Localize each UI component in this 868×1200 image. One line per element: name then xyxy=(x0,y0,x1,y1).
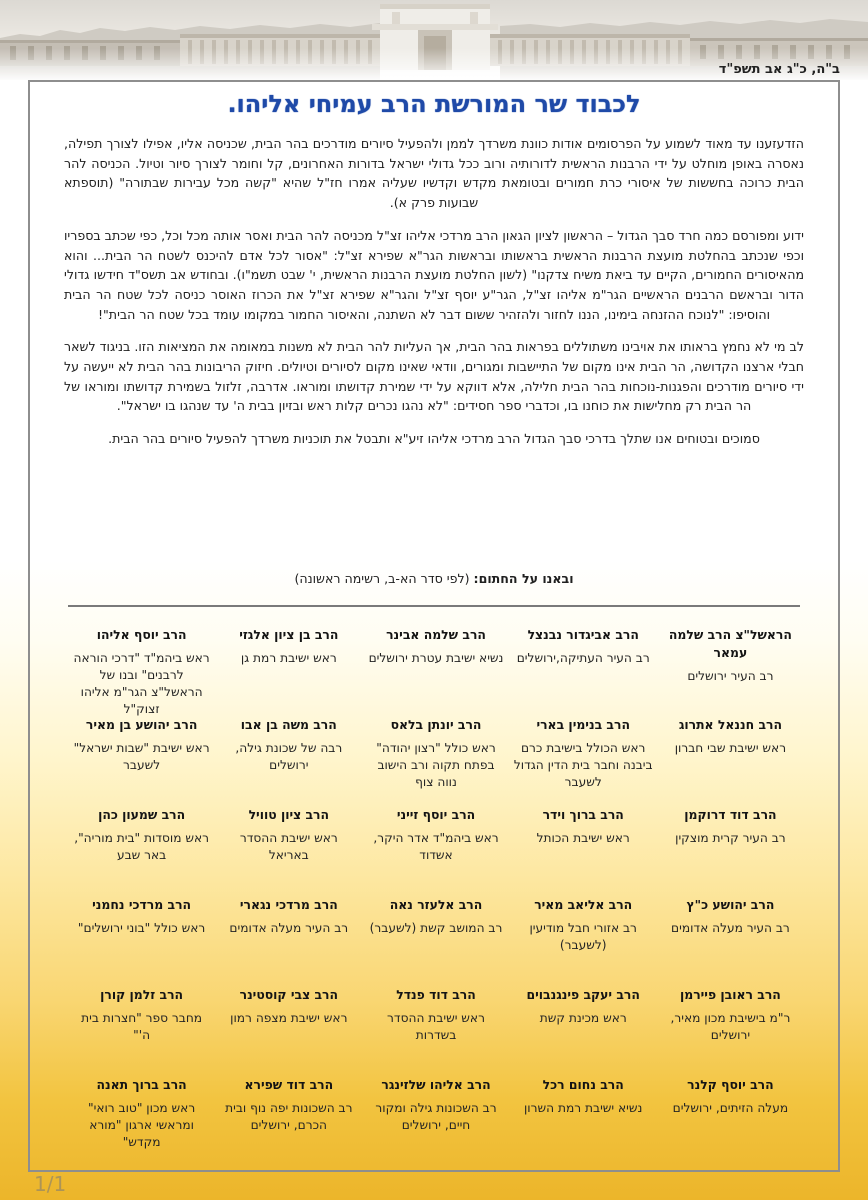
signatory-name: הרב שלמה אבינר xyxy=(386,627,486,642)
signatory xyxy=(657,716,804,806)
signatory-title: רב העיר העתיקה,ירושלים xyxy=(516,651,650,665)
signatory xyxy=(215,806,362,896)
signatory-name: הרב יהושע כ"ץ xyxy=(686,897,775,912)
signatory xyxy=(215,716,362,806)
signatory xyxy=(510,986,657,1076)
signatory-name: הרב דוד פנדל xyxy=(396,987,476,1002)
signatory-name: הרב אלעזר נאה xyxy=(389,897,483,912)
signatory xyxy=(215,896,362,986)
signatory xyxy=(362,806,509,896)
signatory-name: הרב מרדכי נחמני xyxy=(92,897,192,912)
signatory-name: הרב זלמן קורן xyxy=(100,987,184,1002)
signatory-title: רב השכונות גילה ומקור חיים, ירושלים xyxy=(375,1101,497,1132)
signatory-name: הרב יוסף אליהו xyxy=(96,627,187,642)
signatory xyxy=(68,986,215,1076)
signatory xyxy=(510,626,657,716)
signatory xyxy=(510,896,657,986)
signatory-title: ראש ישיבת הכותל xyxy=(536,831,630,845)
signatory-name: הרב אליאב מאיר xyxy=(534,897,633,912)
signatory xyxy=(362,1076,509,1166)
signatory xyxy=(68,806,215,896)
signatory-title: רב העיר מעלה אדומים xyxy=(671,921,790,935)
signatory-name: הרב יעקב פינגנבוים xyxy=(526,987,640,1002)
letter-body xyxy=(64,134,804,462)
signatory-name: הרב ברוך תאנה xyxy=(96,1077,187,1092)
signatory-title: ראש ישיבת שבי חברון xyxy=(674,741,787,755)
signatory xyxy=(362,896,509,986)
signatory xyxy=(657,986,804,1076)
signatory-title: ראש מכון "טוב רואי" ומראשי ארגון "מורא מקדש" xyxy=(88,1101,196,1149)
signatory-title: רב המושב קשת (לשעבר) xyxy=(369,921,503,935)
signatory-title: ראש ישיבת ההסדר בשדרות xyxy=(387,1011,485,1042)
signatory-name: הרב ציון טוויל xyxy=(248,807,330,822)
signatory-name: הרב שמעון כהן xyxy=(98,807,186,822)
signatory-name: הרב יוסף קלנר xyxy=(687,1077,774,1092)
signatory-title: ראש ישיבת "שבות ישראל" לשעבר xyxy=(73,741,210,772)
signers-intro-note: (לפי סדר הא-ב, רשימה ראשונה) xyxy=(294,571,470,586)
signatory-name: הראשל"צ הרב שלמה עמאר xyxy=(668,627,792,660)
signers-intro xyxy=(64,569,804,589)
signatory xyxy=(68,1076,215,1166)
signatory-title: רב השכונות יפה נוף ובית הכרם, ירושלים xyxy=(225,1101,353,1132)
signatory xyxy=(657,896,804,986)
signatory-name: הרב משה בן אבו xyxy=(240,717,337,732)
signatory-name: הרב צבי קוסטינר xyxy=(239,987,338,1002)
signatory-name: הרב יונתן בלאס xyxy=(390,717,482,732)
signatory-title: ראש ישיבת ההסדר באריאל xyxy=(239,831,338,862)
signatory-title: רב אזורי חבל מודיעין (לשעבר) xyxy=(529,921,637,952)
letter-paragraph: לב מי לא נחמץ בראותו את אויבינו משתוללים בפראות בהר הבית, אך העליות להר הבית לא משנות במאומה את המציאות הזו. בניגוד לשאר חבלי ארצנו הקדושה, הר הבית אינו מקום של התיישבות ומגורים, וודאי שאינו מקום לסיורים וטיולים. חיזוק הריבונות בהר הבית לא ייעשה על ידי סיורים מודרכים והפגנות-נוכחות בהר הבית חלילה, אלא דווקא על ידי שמירת קדושתו ומוראו. אדרבה, זלזול בשמירת קדושתו ומוראו של הר הבית רק מחלישות את כוחנו בו, וכדברי ספר חסידים: "לא נהגו נכרים קלות ראש ובזיון בבית ה' עד שנהגו בו ישראל". xyxy=(64,339,804,414)
signatory xyxy=(657,806,804,896)
letter-paragraph: הזדעזענו עד מאוד לשמוע על הפרסומים אודות כוונת משרדך לממן ולהפעיל סיורים מודרכים בהר הבית, שכניסה אליו, אפילו לצורך תפילה, נאסרה באופן מוחלט על ידי הרבנות הראשית לדורותיה ורוב ככל גדולי ישראל בדורות האחרונים, קל וחומר לצורך סיור וטיול. הכניסה להר הבית כרוכה בחששות של איסורי כרת חמורים ובטומאת מקדש וקדשיו שעליה אמרו חז"ל שהיא "קשה מכל עבירות שבתורה" (תוספתא שבועות פרק א). xyxy=(64,136,804,211)
signatory xyxy=(510,1076,657,1166)
signatory xyxy=(657,626,804,716)
signatory xyxy=(215,986,362,1076)
signatory xyxy=(362,626,509,716)
divider-line xyxy=(68,605,800,607)
signatory-title: ראש ביהמ"ד אדר היקר, אשדוד xyxy=(373,831,499,862)
signatory xyxy=(68,896,215,986)
signatory-title: רב העיר ירושלים xyxy=(687,669,774,683)
signatory xyxy=(510,806,657,896)
signatory-name: הרב מרדכי נגארי xyxy=(239,897,338,912)
signatory-title: נשיא ישיבת רמת השרון xyxy=(523,1101,643,1115)
signatory-name: הרב בנימין בארי xyxy=(536,717,630,732)
signatory-name: הרב יהושע בן מאיר xyxy=(85,717,198,732)
signatory-name: הרב דוד דרוקמן xyxy=(684,807,777,822)
signatory-title: ראש ישיבת מצפה רמון xyxy=(230,1011,348,1025)
signatory xyxy=(657,1076,804,1166)
hebrew-date: ב"ה, כ"ג אב תשפ"ד xyxy=(718,62,840,77)
signatory-title: ר"מ בישיבת מכון מאיר, ירושלים xyxy=(670,1011,791,1042)
signatory-name: הרב אליהו שלזינגר xyxy=(381,1077,491,1092)
signatory-title: מעלה הזיתים, ירושלים xyxy=(672,1101,789,1115)
signatory-title: ראש מוסדות "בית מוריה", באר שבע xyxy=(74,831,210,862)
signatory xyxy=(362,716,509,806)
signatory-title: רב העיר קרית מוצקין xyxy=(675,831,786,845)
signatory xyxy=(215,626,362,716)
signatory-title: ראש ישיבת רמת גן xyxy=(240,651,337,665)
signatory xyxy=(68,626,215,716)
signatory xyxy=(68,716,215,806)
signatories-grid xyxy=(68,626,804,1166)
page-number-indicator: 1/1 xyxy=(34,1172,67,1196)
signatory-title: ראש מכינת קשת xyxy=(539,1011,627,1025)
signatory xyxy=(362,986,509,1076)
signatory-title: מחבר ספר "חצרות בית ה'" xyxy=(81,1011,203,1042)
signatory-name: הרב דוד שפירא xyxy=(244,1077,334,1092)
signatory-name: הרב יוסף זייני xyxy=(396,807,476,822)
signatory-title: רב העיר מעלה אדומים xyxy=(229,921,349,935)
signatory-title: ראש הכולל בישיבת כרם ביבנה וחבר בית הדין הגדול לשעבר xyxy=(513,741,653,789)
signatory-name: הרב חננאל אתרוג xyxy=(678,717,782,732)
signatory-name: הרב ראובן פיירמן xyxy=(679,987,781,1002)
signatory xyxy=(510,716,657,806)
letter-paragraph: סמוכים ובטוחים אנו שתלך בדרכי סבך הגדול הרב מרדכי אליהו זיע"א ותבטל את תוכניות משרדך להפעיל סיורים בהר הבית. xyxy=(108,431,760,447)
signers-intro-label: ובאנו על החתום: xyxy=(473,571,574,586)
signatory-title: נשיא ישיבת עטרת ירושלים xyxy=(368,651,504,665)
signatory xyxy=(215,1076,362,1166)
signatory-name: הרב ברוך וידר xyxy=(542,807,624,822)
letter-title: לכבוד שר המורשת הרב עמיחי אליהו. xyxy=(227,90,641,118)
signatory-title: ראש כולל "בוני ירושלים" xyxy=(77,921,206,935)
signatory-title: ראש ביהמ"ד "דרכי הוראה לרבנים" ובנו של הראשל"צ הגר"מ אליהו זצוק"ל xyxy=(73,651,210,716)
signatory-title: ראש כולל "רצון יהודה" בפתח תקוה ורב הישוב נווה צוף xyxy=(376,741,496,789)
letter-paragraph: ידוע ומפורסם כמה חרד סבך הגדול – הראשון לציון הגאון הרב מרדכי אליהו זצ"ל מכניסה להר הבית ואסר אותה מכל וכל, כפי שכתב בספריו וכפי שנכתב בהחלטת מועצת הרבנות הראשית בראשותו ובראשות הגר"א שפירא זצ"ל: "אסור לכל אדם להיכנס לשטח הר הבית... והוא מהאיסורים החמורים, הקיים עד ביאת משיח צדקנו" (לשון החלטת מועצת הרבנות הראשית, י' שבט תשמ"ו). ובחודש אב תשס"ד חידשו גדולי הדור ובראשם הרבנים הראשיים הגר"מ אליהו זצ"ל, הגר"ע יוסף זצ"ל והגר"א שפירא זצ"ל את הכרוז האוסר כניסה לכל שטח הר הבית והוסיפו: "לנוכח ההזנחה בימינו, הננו לחזור ולהזהיר ששום דבר לא השתנה, והאיסור החמור במקומו עומד בכל שטח הר הבית"! xyxy=(64,227,804,322)
signatory-name: הרב אביגדור נבנצל xyxy=(527,627,639,642)
signatory-title: רבה של שכונת גילה, ירושלים xyxy=(235,741,343,772)
signatory-name: הרב בן ציון אלגזי xyxy=(239,627,339,642)
signatory-name: הרב נחום רכל xyxy=(542,1077,624,1092)
